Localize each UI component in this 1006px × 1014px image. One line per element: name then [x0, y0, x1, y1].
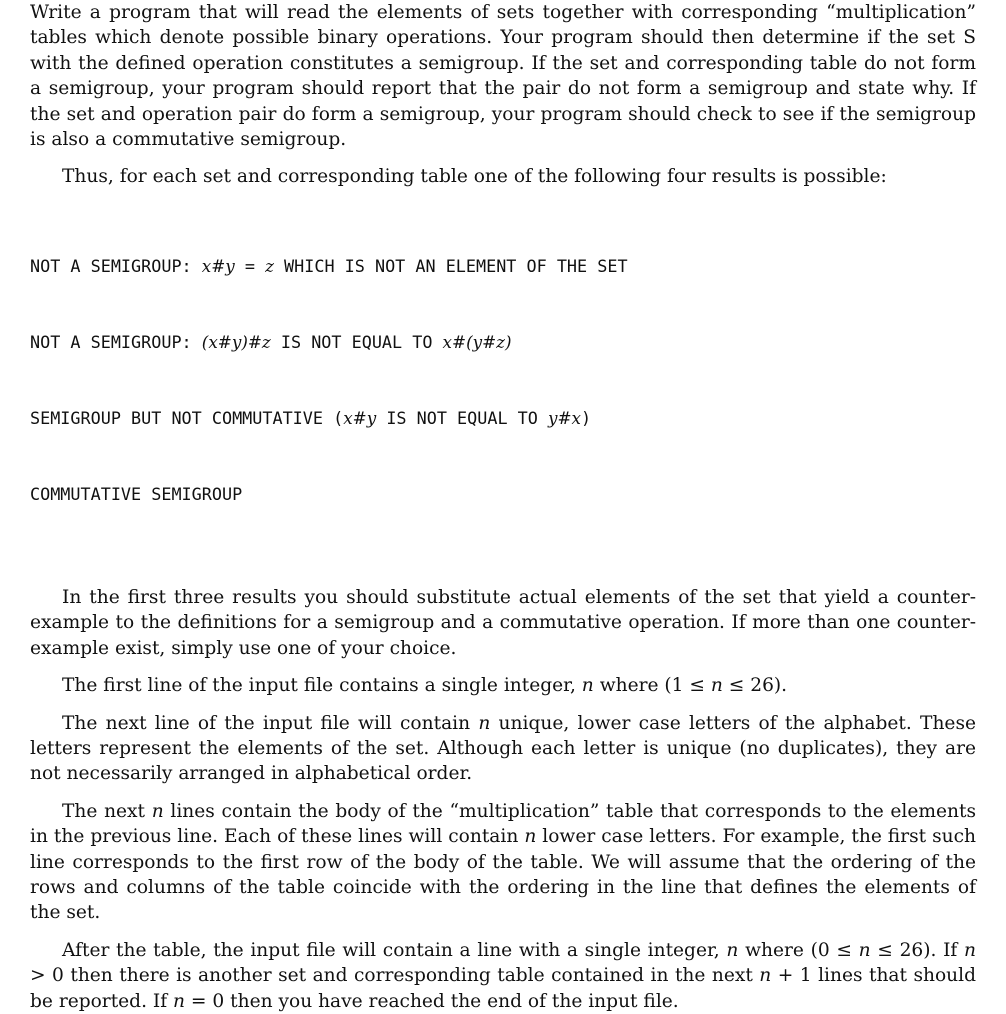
result-line-not-commutative: SEMIGROUP BUT NOT COMMUTATIVE (x#y IS NOT EQUAL TO y#x): [30, 408, 592, 429]
intro-paragraph: Write a program that will read the elements of sets together with corresponding “multiplication” tables which denote possible binary operations. Your program should then determine if the set S with the defined operation constitutes a semigroup. If the set and corresponding table do not form a semigroup, your program should report that the pair do not form a semigroup and state why. If the set and operation pair do form a semigroup, your program should check to see if the semigroup is also a commutative semigroup.: [30, 2, 976, 151]
result-line-not-associative: NOT A SEMIGROUP: (x#y)#z IS NOT EQUAL TO x#(y#z): [30, 332, 512, 353]
result-line-not-element: NOT A SEMIGROUP: x#y = z WHICH IS NOT AN ELEMENT OF THE SET: [30, 256, 628, 277]
problem-statement: [30, 0, 976, 1014]
possible-results-list: [30, 204, 976, 558]
result-line-commutative: COMMUTATIVE SEMIGROUP: [30, 484, 243, 505]
table-lines-paragraph: The next n lines contain the body of the “multiplication” table that corresponds to the elements in the previous line. Each of these lines will contain n lower case letters. For example, the first such line corresponds to the first row of the body of the table. We will assume that the ordering of the rows and columns of the table coincide with the ordering in the line that defines the elements of the set.: [30, 800, 977, 924]
results-intro-paragraph: Thus, for each set and corresponding table one of the following four results is possible:: [62, 166, 887, 188]
first-line-paragraph: The first line of the input file contains a single integer, n where (1 ≤ n ≤ 26).: [62, 675, 788, 697]
end-of-input-paragraph: After the table, the input file will contain a line with a single integer, n where (0 ≤ n ≤ 26). If n > 0 then there is another set and corresponding table contained in the next n + 1 lines that should be reported. If n = 0 then you have reached the end of the input file.: [30, 939, 976, 1012]
elements-line-paragraph: The next line of the input file will contain n unique, lower case letters of the alphabet. These letters represent the elements of the set. Although each letter is unique (no duplicates), they are not necessarily arranged in alphabetical order.: [30, 712, 976, 785]
counter-example-paragraph: In the first three results you should substitute actual elements of the set that yield a counter-example to the definitions for a semigroup and a commutative operation. If more than one counter-example exist, simply use one of your choice.: [30, 587, 976, 659]
